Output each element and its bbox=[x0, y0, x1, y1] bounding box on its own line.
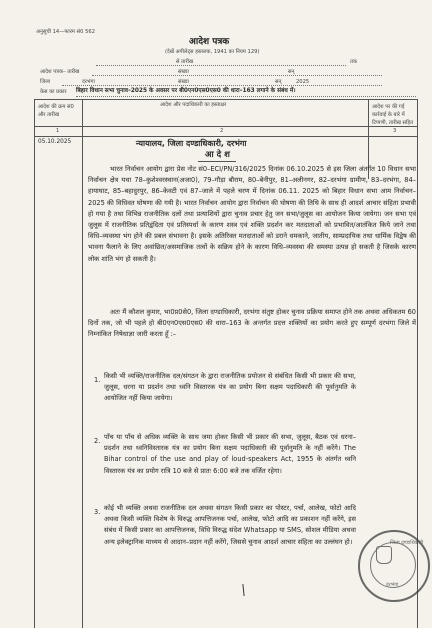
order-paragraph-1: भारत निर्वाचन आयोग द्वारा प्रेस नोट सं0–ECI/PN/316/2025 दिनांक 06.10.2025 से इस जिला अंतर्गत 10 विधान सभा निर्वाचन क्षेत्र यथा 78–कुशेश्वरस्थान(अजा0), 79–गौड़ा बौराम, 80–बेनीपुर, 81–अलीनगर, 82–दरभंगा ग्रामीण, 83–दरभंगा, 84–हायाघाट, 85–बहादुरपुर, 86–केवटी एवं 87–जाले में पहले चरण में दिनांक 06.11. 2025 को बिहार विधान सभा आम निर्वाचन–2025 की विधिवत घोषणा की गयी है। भारत निर्वाचन आयोग द्वारा निर्वाचन की घोषणा की तिथि के साथ ही आदर्श आचार संहिता प्रभावी हो गया है तथा विभिन्न राजनीतिक दलों तथा प्रत्याशियों द्वारा चुनाव प्रचार हेतु जन सभा/जुलूस का आयोजन किया जायेगा। जन सभा एवं जुलूस में राजनीतिक प्रतिद्वंदिता एवं प्रतिस्पर्धा के कारण शस्त्र एवं शक्ति प्रदर्शन कर मतदाताओं को प्रभावित/आतंकित किये जाने तथा विधि–व्यवस्था भंग होने की प्रबल संभावना है। इसके अतिरिक्त मतदाताओं को डराने धमकाने, जातीय, साम्प्रदायिक तथा धार्मिक विद्वेष की भावना फैलाने के लिए अवांछित/असमाजिक तत्वों के सक्रिय होने के कारण विधि–व्यवस्था की समस्या उत्पन्न हो सकती है जिसके कारण लोक शांति भंग हो सकती है। bbox=[88, 165, 416, 263]
case-type-label: केस का प्रकार bbox=[40, 89, 67, 95]
page-title: आदेश पत्रक bbox=[189, 37, 230, 47]
row2-year-value: 2025 bbox=[296, 79, 310, 85]
order-title: आ दे श bbox=[205, 150, 230, 160]
item-2-number: 2. bbox=[94, 437, 101, 445]
pen-mark bbox=[242, 584, 244, 596]
row2-number-label: संख्या bbox=[178, 79, 189, 85]
item-1-text: किसी भी व्यक्ति/राजनीतिक दल/संगठन के द्वारा राजनीतिक प्रयोजन से संबंधित किसी भी प्रकार की सभा, जुलूस, धरना या प्रदर्शन तथा ध्वनि विस्तारक यंत्र का प्रयोग बिना सक्षम पदाधिकारी की पूर्वानुमति के आयोजित नहीं किया जायेगा। bbox=[104, 372, 356, 403]
order-date: 05.10.2025 bbox=[38, 139, 72, 145]
district-label: जिला bbox=[40, 79, 51, 85]
row2-year-label: सन् bbox=[275, 79, 282, 85]
seal-text: जिला दण्डाधिकारी bbox=[390, 540, 424, 546]
col1-header: आदेश की क्रम सं0 और तारीख bbox=[38, 104, 74, 118]
col3-header: आदेश पर की गई कार्रवाई के बारे में टिप्पणी, तारीख सहित bbox=[372, 104, 414, 126]
district-value: दरभंगा bbox=[82, 79, 95, 85]
item-1-number: 1. bbox=[94, 376, 101, 384]
state-emblem-icon bbox=[376, 546, 392, 564]
row1-number-label: संख्या bbox=[178, 69, 189, 75]
order-paragraph-2: अतः मैं कौशल कुमार, भा0प्र0से0, जिला दण्डाधिकारी, दरभंगा संतुष्ट होकर चुनाव प्रक्रिया समाप्त होने तक अथवा अधिकतम 60 दिनों तक, जो भी पहले हो बी0एन0एस0एस0 की धारा–163 के अन्तर्गत प्रदत्त शक्तियों का प्रयोग करते हुए सम्पूर्ण दरभंगा जिले में निम्नांकित निषेधाज्ञा जारी करता हूँ :– bbox=[88, 308, 416, 339]
order-sheet-date-label: आदेश पत्रक– तारीख bbox=[40, 69, 80, 75]
seal-place: दरभंगा bbox=[386, 582, 399, 588]
col2-header: आदेश और पदाधिकारी का हस्ताक्षर bbox=[160, 102, 227, 108]
item-3-number: 3. bbox=[94, 508, 101, 516]
case-subject: बिहार विधान सभा चुनाव–2025 के अवसर पर बी0एन0एस0एस0 की धारा–163 लगाने के संबंध में। bbox=[76, 88, 296, 94]
item-3-text: कोई भी व्यक्ति अथवा राजनीतिक दल अथवा संगठन किसी प्रकार का पोस्टर, पर्चा, आलेख, फोटो आदि अथवा किसी व्यक्ति विशेष के विरुद्ध आपत्तिजनक पर्चा, आलेख, फोटो आदि का प्रकाशन नहीं करेंगे, इस संबंध में किसी प्रकार का आपत्तिजनक, विधि विरुद्ध संदेश Whatsapp या SMS, सोशल मीडिया अथवा अन्य इलेक्ट्रानिक माध्यम से आदान–प्रदान नहीं करेंगे, जिससे चुनाव आदर्श आचार संहिता का उल्लंघन हो। bbox=[104, 504, 356, 546]
item-2-text: पाँच या पाँच से अधिक व्यक्ति के साथ जमा होकर किसी भी प्रकार की सभा, जुलूस, बैठक एवं धरना–प्रदर्शन तथा ध्वनिविस्तारक यंत्र का प्रयोग बिना सक्षम पदाधिकारी की पूर्वानुमति के नहीं करेंगे। The Bihar control of the use and play of loud-speakers Act, 1955 के अंतर्गत ध्वनि विस्तारक यंत्र का प्रयोग रात्रि 10 बजे से प्रातः 6:00 बजे तक वर्जित रहेगा। bbox=[104, 433, 356, 475]
date-label: से तारीख bbox=[176, 59, 194, 65]
col2-number: 2 bbox=[220, 128, 224, 134]
row1-year-label: सन् bbox=[288, 69, 295, 75]
date-suffix: तक bbox=[350, 59, 357, 65]
official-seal bbox=[358, 530, 430, 602]
form-reference: अनुसूची 14—फारम सं0 562 bbox=[36, 29, 95, 35]
rule-reference: (देखें अपीलेट्स हस्तलक, 1941 का नियम 129) bbox=[165, 49, 260, 55]
col1-number: 1 bbox=[56, 128, 60, 134]
col3-number: 3 bbox=[393, 128, 397, 134]
court-title: न्यायालय, जिला दण्डाधिकारी, दरभंगा bbox=[136, 139, 247, 148]
